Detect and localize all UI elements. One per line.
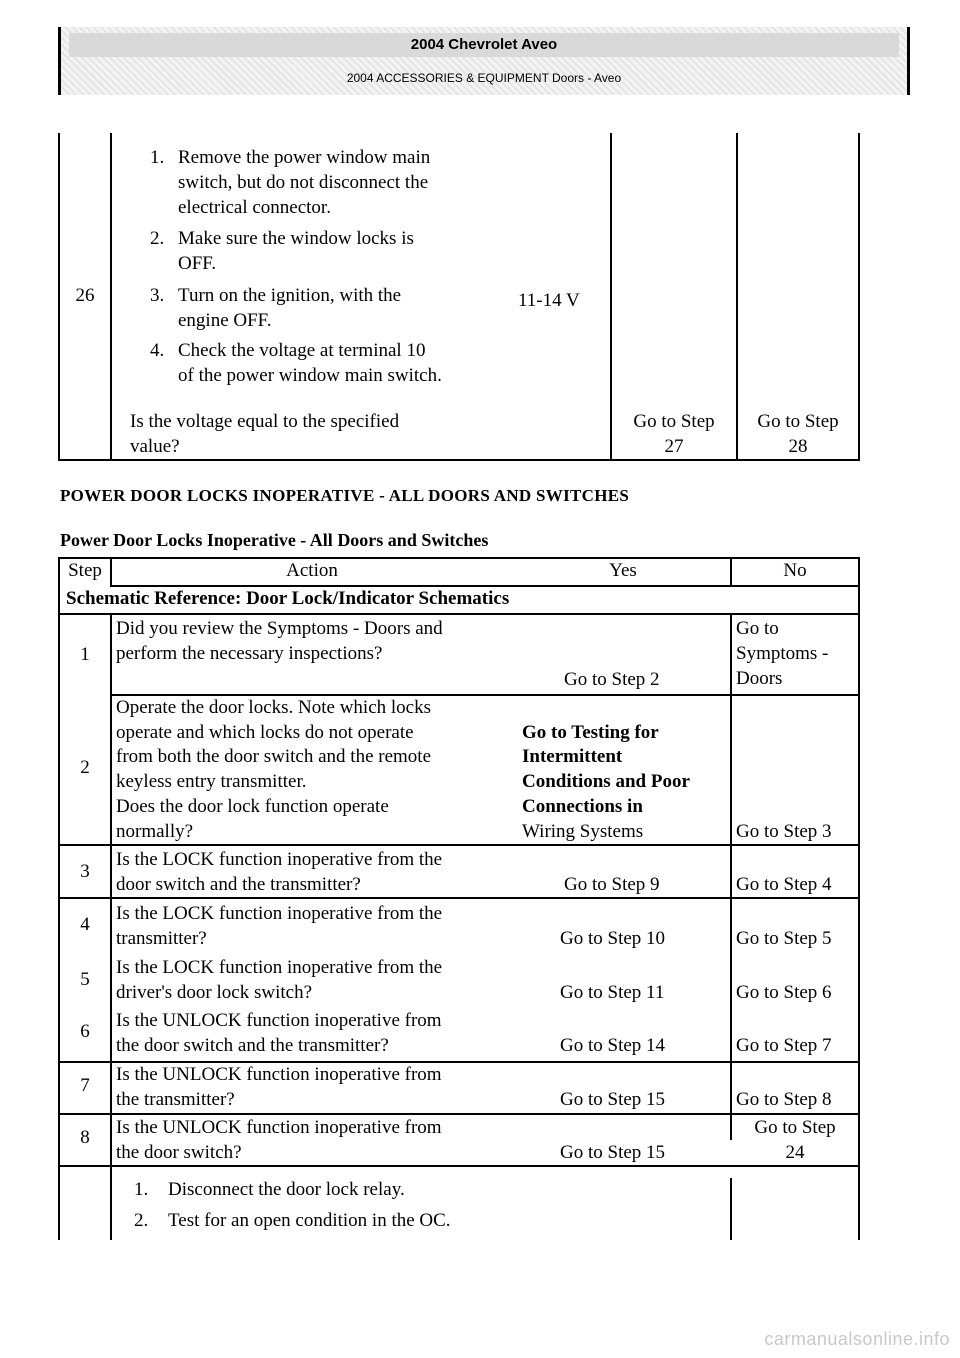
yes-link[interactable]: Go to Step 9 [564,874,660,895]
no-link[interactable]: Go to Step [757,411,839,432]
list-item-line: electrical connector. [178,197,331,218]
list-number: 1. [134,1179,149,1200]
header-subtitle: 2004 ACCESSORIES & EQUIPMENT Doors - Aveo [346,71,622,85]
step-number: 4 [80,914,90,935]
yes-link[interactable]: Go to Testing for [522,722,659,743]
no-link[interactable]: Go to Step 8 [736,1089,832,1110]
action-line: the door switch? [116,1142,242,1163]
action-line: Did you review the Symptoms - Doors and [116,618,443,639]
action-line: Is the UNLOCK function inoperative from [116,1064,442,1085]
action-line: the transmitter? [116,1089,235,1110]
no-link-step[interactable]: 24 [785,1142,805,1163]
list-item-line: Make sure the window locks is [178,228,414,249]
yes-link[interactable]: Wiring Systems [522,821,644,842]
action-line: transmitter? [116,928,207,949]
yes-link[interactable]: Go to Step 10 [560,928,666,949]
yes-link[interactable]: Connections in [522,796,643,817]
list-number: 1. [150,147,165,168]
header-no: No [783,560,807,581]
action-line: from both the door switch and the remote [116,746,432,767]
action-line: normally? [116,821,194,842]
action-line: the door switch and the transmitter? [116,1035,389,1056]
list-item-line: engine OFF. [178,310,272,331]
header-yes: Yes [609,560,637,581]
step-number: 1 [80,644,90,665]
step-number: 3 [80,861,90,882]
no-link[interactable]: Go to Step 3 [736,821,832,842]
header-step: Step [68,560,102,581]
list-item-line: Disconnect the door lock relay. [168,1179,405,1200]
step-number: 26 [75,285,95,306]
action-line: Is the LOCK function inoperative from the [116,903,443,924]
table-title: Power Door Locks Inoperative - All Doors and Switches [60,530,489,550]
yes-link[interactable]: Go to Step 15 [560,1089,666,1110]
yes-link[interactable]: Go to Step 11 [560,982,665,1003]
action-line: Does the door lock function operate [116,796,389,817]
yes-link[interactable]: Go to Step 14 [560,1035,666,1056]
yes-link[interactable]: Go to Step 15 [560,1142,666,1163]
step-number: 6 [80,1021,90,1042]
list-item-line: Turn on the ignition, with the [178,285,402,306]
step-26-table [58,133,860,461]
action-line: Is the UNLOCK function inoperative from [116,1010,442,1031]
list-item-line: Remove the power window main [178,147,431,168]
no-link[interactable]: Symptoms - [736,643,829,664]
step-number: 8 [80,1127,90,1148]
yes-link[interactable]: Intermittent [522,746,623,767]
no-link[interactable]: Go to Step 6 [736,982,832,1003]
list-item-line: of the power window main switch. [178,365,442,386]
list-item-line: Check the voltage at terminal 10 [178,340,426,361]
watermark: carmanualsonline.info [764,1329,950,1349]
header-title: 2004 Chevrolet Aveo [69,33,899,57]
diagnostic-table [58,557,860,1240]
yes-link-step[interactable]: 27 [664,436,684,457]
step-number: 2 [80,757,90,778]
action-line: perform the necessary inspections? [116,643,383,664]
specified-value: 11-14 V [518,290,580,311]
question-line: Is the voltage equal to the specified [130,411,400,432]
list-item-line: OFF. [178,253,217,274]
action-line: door switch and the transmitter? [116,874,361,895]
step-number: 7 [80,1075,90,1096]
no-link[interactable]: Go to Step 7 [736,1035,832,1056]
list-item-line: Test for an open condition in the OC. [168,1210,451,1231]
no-link[interactable]: Go to Step [754,1117,836,1138]
action-line: keyless entry transmitter. [116,771,307,792]
header-action: Action [286,560,338,581]
yes-link[interactable]: Go to Step 2 [564,669,660,690]
list-number: 4. [150,340,165,361]
action-line: Is the LOCK function inoperative from the [116,849,443,870]
yes-link[interactable]: Go to Step [633,411,715,432]
no-link-step[interactable]: 28 [788,436,808,457]
list-number: 2. [150,228,165,249]
page-header [58,27,910,95]
action-line: driver's door lock switch? [116,982,313,1003]
no-link[interactable]: Go to Step 5 [736,928,832,949]
list-number: 3. [150,285,165,306]
list-number: 2. [134,1210,149,1231]
no-link[interactable]: Go to Step 4 [736,874,832,895]
yes-link[interactable]: Conditions and Poor [522,771,690,792]
no-link[interactable]: Go to [736,618,779,639]
no-link[interactable]: Doors [736,668,783,689]
action-line: Is the LOCK function inoperative from the [116,957,443,978]
section-title: POWER DOOR LOCKS INOPERATIVE - ALL DOORS AND SWITCHES [60,486,630,505]
action-line: Is the UNLOCK function inoperative from [116,1117,442,1138]
step-number: 5 [80,969,90,990]
question-line: value? [130,436,180,457]
action-line: Operate the door locks. Note which locks [116,697,431,718]
schematic-reference[interactable]: Schematic Reference: Door Lock/Indicator Schematics [66,588,510,609]
action-line: operate and which locks do not operate [116,722,414,743]
list-item-line: switch, but do not disconnect the [178,172,429,193]
